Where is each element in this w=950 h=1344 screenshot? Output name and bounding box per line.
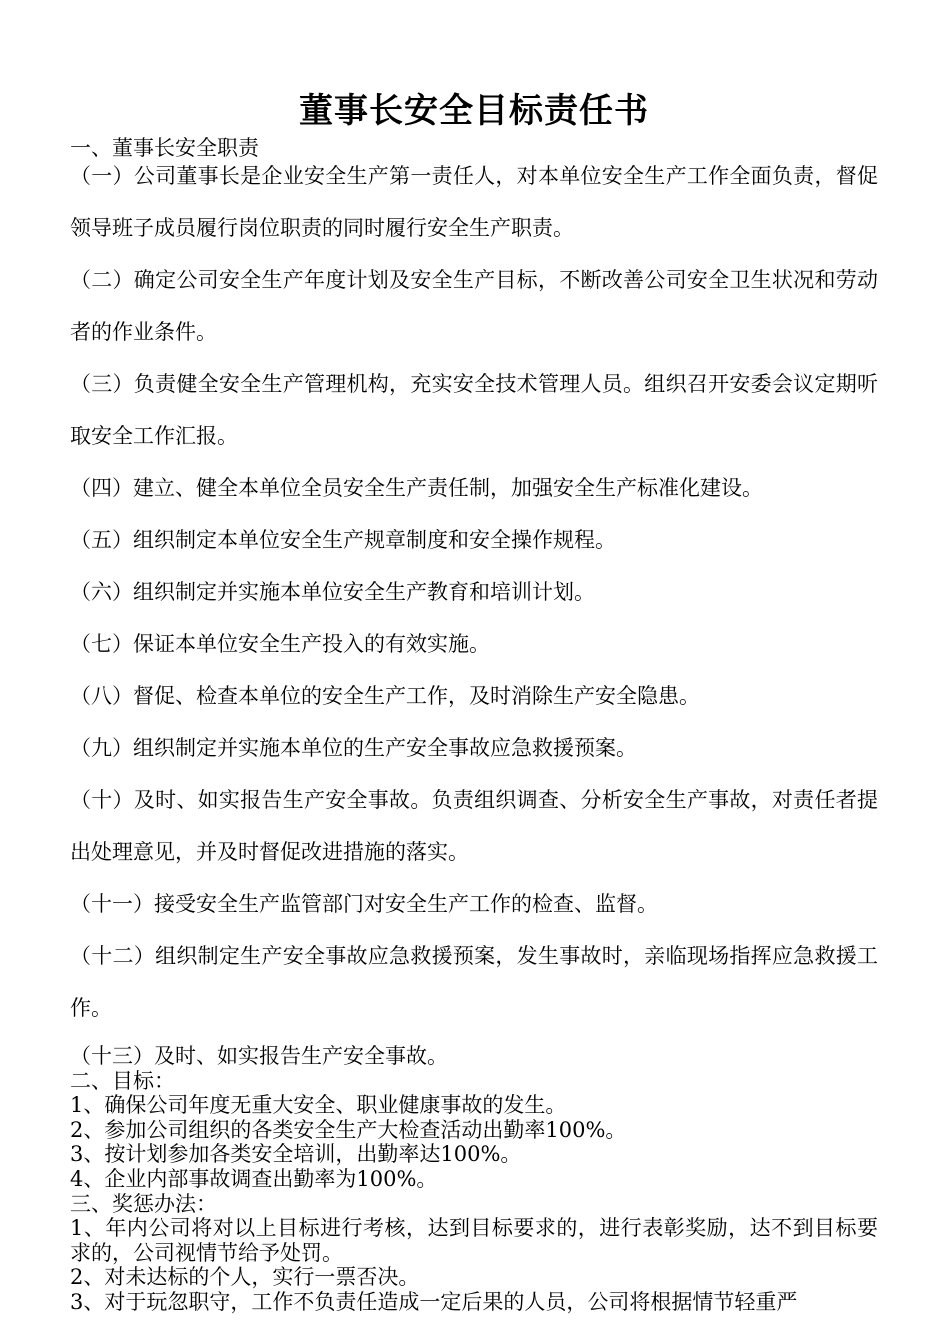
duty-item: （十二）组织制定生产安全事故应急救援预案，发生事故时，亲临现场指挥应急救援工作。 xyxy=(70,944,878,1020)
document-page xyxy=(70,86,878,1315)
duty-item: （七）保证本单位安全生产投入的有效实施。 xyxy=(70,632,490,656)
duty-item: （三）负责健全安全生产管理机构，充实安全技术管理人员。组织召开安委会议定期听取安全工作汇报。 xyxy=(70,372,878,448)
duty-item: （十一）接受安全生产监管部门对安全生产工作的检查、监督。 xyxy=(70,892,658,916)
goal-item: 1、确保公司年度无重大安全、职业健康事故的发生。 xyxy=(70,1093,567,1118)
goal-item: 2、参加公司组织的各类安全生产大检查活动出勤率100%。 xyxy=(70,1117,627,1142)
goal-item: 4、企业内部事故调查出勤率为100%。 xyxy=(70,1166,438,1191)
section-heading-rewards: 三、奖惩办法： xyxy=(70,1191,217,1216)
duty-item: （八）督促、检查本单位的安全生产工作，及时消除生产安全隐患。 xyxy=(70,684,700,708)
section-heading-goals: 二、目标： xyxy=(70,1068,175,1093)
duty-item: （一）公司董事长是企业安全生产第一责任人，对本单位安全生产工作全面负责，督促领导班子成员履行岗位职责的同时履行安全生产职责。 xyxy=(70,164,878,240)
section-heading-duties: 一、董事长安全职责 xyxy=(70,136,259,160)
duty-item: （十三）及时、如实报告生产安全事故。 xyxy=(70,1044,448,1068)
reward-item: 3、对于玩忽职守，工作不负责任造成一定后果的人员，公司将根据情节轻重严 xyxy=(70,1289,798,1314)
duty-item: （十）及时、如实报告生产安全事故。负责组织调查、分析安全生产事故，对责任者提出处理意见，并及时督促改进措施的落实。 xyxy=(70,788,878,864)
duty-item: （六）组织制定并实施本单位安全生产教育和培训计划。 xyxy=(70,580,595,604)
duty-item: （五）组织制定本单位安全生产规章制度和安全操作规程。 xyxy=(70,528,616,552)
reward-item: 2、对未达标的个人，实行一票否决。 xyxy=(70,1265,420,1290)
duty-item: （四）建立、健全本单位全员安全生产责任制，加强安全生产标准化建设。 xyxy=(70,476,763,500)
duty-item: （二）确定公司安全生产年度计划及安全生产目标，不断改善公司安全卫生状况和劳动者的作业条件。 xyxy=(70,268,878,344)
duty-item: （九）组织制定并实施本单位的生产安全事故应急救援预案。 xyxy=(70,736,637,760)
reward-item: 1、年内公司将对以上目标进行考核，达到目标要求的，进行表彰奖励，达不到目标要求的，公司视情节给予处罚。 xyxy=(70,1216,878,1265)
document-title: 董事长安全目标责任书 xyxy=(299,91,649,131)
goal-item: 3、按计划参加各类安全培训，出勤率达100%。 xyxy=(70,1142,522,1167)
